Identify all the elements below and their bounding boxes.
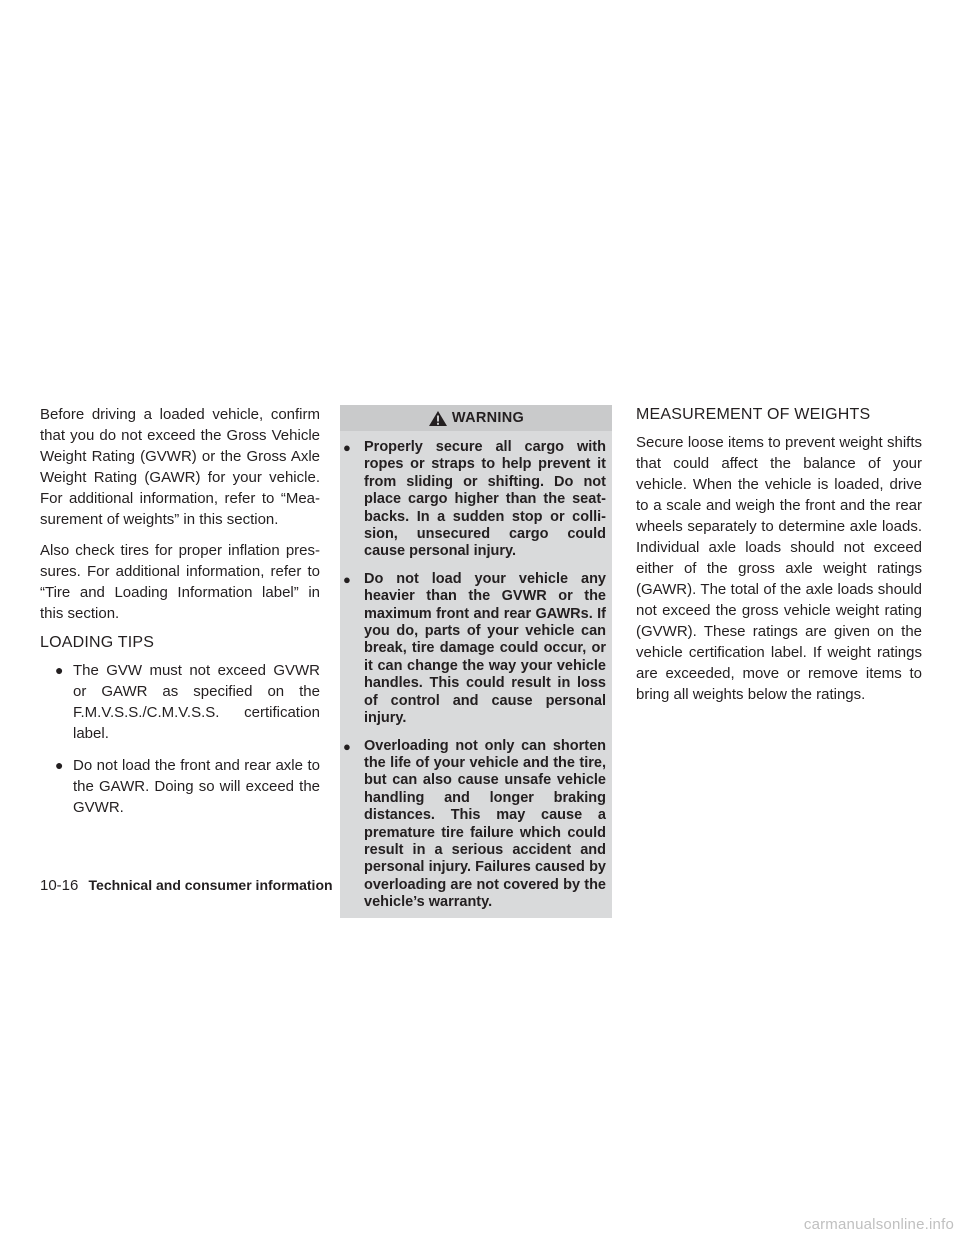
bullet-icon: ● [55,757,64,773]
footer-section-name: Technical and consumer information [88,877,333,893]
list-item-text: Do not load the front and rear axle to the GAWR. Doing so will exceed the GVWR. [73,757,320,816]
watermark: carmanualsonline.info [803,1216,954,1233]
list-item [340,738,606,912]
warning-box [340,405,612,918]
page-number: 10-16 [40,877,79,894]
list-item [340,571,606,728]
right-column [636,402,922,715]
loading-tips-heading: LOADING TIPS [40,634,155,651]
bullet-icon: ● [343,571,351,587]
list-item [40,755,320,818]
warning-item-text: Do not load your vehicle any heavier than the GVWR or the maximum front and rear GAWRs. If you do, parts of your vehicle can break, tire damage could occur, or it can change the way your vehicle handles. This could result in loss of control and cause personal injury. [364,570,606,727]
bullet-icon: ● [55,662,64,678]
warning-list [340,431,612,912]
intro-paragraph: Before driving a loaded vehicle, confirm that you do not exceed the Gross Vehicle Weight Rating (GVWR) or the Gross Axle Weight Rating (GAWR) for your vehicle. For additional information, refer to “Measurement of weights” in this section. [40,406,320,528]
inflation-paragraph: Also check tires for proper inflation pressures. For additional information, refer to “Tire and Loading Information label” in this section. [40,542,320,622]
loading-tips-list [40,660,320,818]
measurement-paragraph: Secure loose items to prevent weight shifts that could affect the balance of your vehicle. When the vehicle is loaded, drive to a scale and weigh the front and the rear wheels separately to determine axle loads. Individual axle loads should not exceed either of the gross axle weight ratings (GAWR). The total of the axle loads should not exceed the gross vehicle weight rating (GVWR). These ratings are given on the vehicle certification label. If weight ratings are exceeded, move or remove items to bring all weights below the ratings. [636,434,922,703]
list-item [340,439,606,561]
bullet-icon: ● [343,440,351,455]
warning-item-text: Overloading not only can shorten the life of your vehicle and the tire, but can also cause unsafe vehicle handling and longer braking distances. This may cause a premature tire failure which could result in a serious accident and personal injury. Failures caused by overloading are not covered by the vehicle’s warranty. [364,737,606,911]
measurement-heading: MEASUREMENT OF WEIGHTS [636,406,871,423]
page-footer [40,877,333,894]
bullet-icon: ● [343,738,351,754]
warning-title: WARNING [451,410,525,426]
warning-triangle-icon [428,410,448,427]
list-item [40,660,320,744]
left-column [40,404,320,829]
list-item-text: The GVW must not exceed GVWR or GAWR as specified on the F.M.V.S.S./C.M.V.S.S. certification label. [73,662,320,742]
warning-header [340,405,612,431]
warning-item-text: Properly secure all cargo with ropes or straps to help prevent it from sliding or shifting. Do not place cargo higher than the seatbacks. In a sudden stop or collision, unsecured cargo could cause personal injury. [364,439,606,560]
